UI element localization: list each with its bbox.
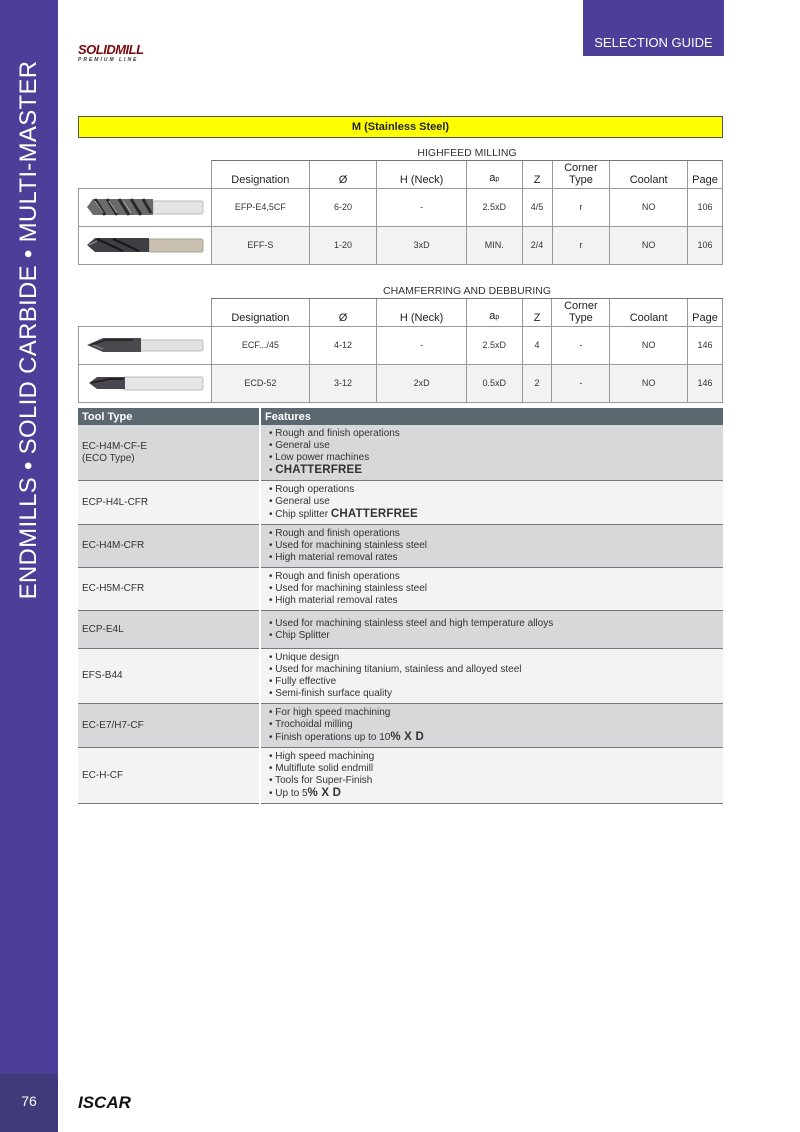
col-corner-line1: Corner (564, 161, 598, 174)
z-cell: 4/5 (522, 188, 552, 226)
feature-item: • Low power machines (269, 452, 370, 463)
feature-item: • Rough operations (269, 484, 355, 495)
col-z: Z (522, 160, 552, 188)
features-cell (260, 525, 723, 568)
feature-item: • Unique design (269, 652, 340, 663)
feature-item: • High speed machining (269, 751, 375, 762)
page-cell: 106 (688, 188, 723, 226)
col-designation: Designation (212, 160, 310, 188)
chamfer-title: CHAMFERRING AND DEBBURING (212, 284, 723, 298)
feature-row (78, 748, 723, 804)
col-page: Page (688, 298, 723, 326)
feature-row (78, 425, 723, 481)
feature-item: • Used for machining titanium, stainless and alloyed steel (269, 664, 522, 675)
col-corner-line2: Type (568, 311, 593, 324)
coolant-cell: NO (610, 188, 688, 226)
tool-image (79, 364, 212, 402)
tool-type-name: EC-E7/H7-CF (82, 719, 144, 731)
tool-type-cell (78, 649, 260, 704)
ap-cell: 2.5xD (466, 188, 522, 226)
ap-cell: 0.5xD (466, 364, 522, 402)
feature-item: • For high speed machining (269, 707, 391, 718)
feature-emphasis: CHATTERFREE (330, 508, 418, 520)
features-cell (260, 748, 723, 804)
feature-item: • Used for machining stainless steel (269, 540, 428, 551)
page-cell: 146 (688, 326, 723, 364)
feature-item: • Multiflute solid endmill (269, 763, 374, 774)
chamfering-table (78, 284, 723, 403)
col-designation: Designation (212, 298, 310, 326)
feature-item: • Finish operations up to 10% X D (269, 731, 424, 743)
col-diameter: Ø (309, 298, 377, 326)
feature-emphasis: CHATTERFREE (275, 464, 363, 476)
feature-row (78, 649, 723, 704)
highfeed-milling-table (78, 146, 723, 265)
diameter-cell: 6-20 (309, 188, 377, 226)
highfeed-title: HIGHFEED MILLING (212, 146, 723, 160)
feature-item: • High material removal rates (269, 595, 398, 606)
table-row (79, 326, 723, 364)
feature-item: • Chip splitter CHATTERFREE (269, 508, 418, 520)
features-cell (260, 481, 723, 525)
tool-image (79, 326, 212, 364)
col-diameter: Ø (309, 160, 377, 188)
feature-item: • Trochoidal milling (269, 719, 353, 730)
feature-item: • High material removal rates (269, 552, 398, 563)
material-bar: M (Stainless Steel) (78, 116, 723, 138)
tool-type-cell (78, 704, 260, 748)
feature-row (78, 525, 723, 568)
coolant-cell: NO (610, 364, 688, 402)
features-cell (260, 568, 723, 611)
features-cell (260, 649, 723, 704)
col-corner-type (552, 298, 610, 326)
tool-image (79, 226, 212, 264)
designation-cell: EFP-E4,5CF (212, 188, 310, 226)
feature-item: • Semi-finish surface quality (269, 688, 392, 699)
feature-item: • Chip Splitter (269, 629, 330, 641)
head-features: Features (260, 408, 723, 425)
tool-type-name: EC-H4M-CF-E (82, 440, 147, 452)
iscar-logo: ISCAR (78, 1093, 131, 1112)
selection-guide-label: SELECTION GUIDE (594, 35, 713, 50)
col-corner-type (552, 160, 610, 188)
designation-cell: ECD-52 (212, 364, 310, 402)
deburr-tool-icon (83, 369, 207, 397)
col-corner-line2: Type (568, 173, 593, 186)
col-ap-sub: p (495, 175, 500, 183)
designation-cell: ECF.../45 (212, 326, 310, 364)
head-tool-type: Tool Type (78, 408, 260, 425)
diameter-cell: 4-12 (309, 326, 377, 364)
feature-item: • Rough and finish operations (269, 571, 400, 582)
page-cell: 146 (688, 364, 723, 402)
table-row (79, 226, 723, 264)
col-ap: ap (466, 160, 522, 188)
feature-item: • CHATTERFREE (269, 464, 363, 476)
tool-type-cell (78, 611, 260, 649)
chamfer-tool-icon (83, 331, 207, 359)
features-cell (260, 425, 723, 481)
col-corner-line1: Corner (564, 299, 598, 312)
feature-item: • Used for machining stainless steel (269, 583, 428, 594)
page-number: 76 (21, 1093, 37, 1109)
tool-type-cell (78, 525, 260, 568)
feature-item: • Rough and finish operations (269, 428, 400, 439)
ap-cell: MIN. (466, 226, 522, 264)
endmill-icon (83, 193, 207, 221)
tool-type-cell (78, 568, 260, 611)
solidmill-logo (78, 42, 168, 64)
feature-emphasis: % X D (390, 731, 424, 743)
feature-item: • Tools for Super-Finish (269, 775, 373, 786)
col-ap: ap (466, 298, 522, 326)
feature-row (78, 704, 723, 748)
feature-row (78, 481, 723, 525)
z-cell: 4 (522, 326, 552, 364)
feature-item: • General use (269, 496, 330, 507)
highfeed-endmill-icon (83, 231, 207, 259)
table-row (79, 364, 723, 402)
sidebar-title: ENDMILLS • SOLID CARBIDE • MULTI-MASTER (15, 60, 42, 600)
tool-type-name: EC-H-CF (82, 769, 124, 781)
tool-type-cell (78, 748, 260, 804)
tool-image (79, 188, 212, 226)
col-z: Z (522, 298, 552, 326)
col-neck: H (Neck) (377, 160, 467, 188)
feature-item: • Up to 5% X D (269, 787, 342, 799)
features-cell (260, 611, 723, 649)
tool-type-name: EC-H4M-CFR (82, 540, 145, 551)
col-page: Page (688, 160, 723, 188)
col-coolant: Coolant (610, 160, 688, 188)
tool-type-name: EC-H5M-CFR (82, 583, 145, 594)
ap-cell: 2.5xD (466, 326, 522, 364)
col-coolant: Coolant (610, 298, 688, 326)
feature-item: • Used for machining stainless steel and high temperature alloys (269, 617, 554, 629)
tool-type-cell (78, 425, 260, 481)
logo-main-text: SOLIDMILL (78, 42, 144, 57)
feature-row (78, 611, 723, 649)
corner-cell: - (552, 364, 610, 402)
page-cell: 106 (688, 226, 723, 264)
selection-guide-tab (583, 0, 724, 56)
diameter-cell: 1-20 (309, 226, 377, 264)
feature-item: • Fully effective (269, 676, 337, 687)
logo-sub-text: PREMIUM LINE (78, 57, 139, 63)
designation-cell: EFF-S (212, 226, 310, 264)
neck-cell: - (377, 326, 467, 364)
diameter-cell: 3-12 (309, 364, 377, 402)
tool-type-name: (ECO Type) (82, 452, 135, 464)
coolant-cell: NO (610, 326, 688, 364)
tool-features-table (78, 408, 723, 804)
neck-cell: 3xD (377, 226, 467, 264)
feature-item: • Rough and finish operations (269, 528, 400, 539)
feature-item: • General use (269, 440, 330, 451)
col-neck: H (Neck) (377, 298, 467, 326)
tool-type-cell (78, 481, 260, 525)
neck-cell: - (377, 188, 467, 226)
tool-type-name: ECP-H4L-CFR (82, 496, 149, 508)
z-cell: 2/4 (522, 226, 552, 264)
z-cell: 2 (522, 364, 552, 402)
coolant-cell: NO (610, 226, 688, 264)
tool-type-name: ECP-E4L (82, 623, 124, 635)
table-row (79, 188, 723, 226)
tool-type-name: EFS-B44 (82, 670, 123, 681)
feature-row (78, 568, 723, 611)
corner-cell: r (552, 188, 610, 226)
col-ap-sub: p (495, 313, 500, 321)
corner-cell: r (552, 226, 610, 264)
features-cell (260, 704, 723, 748)
corner-cell: - (552, 326, 610, 364)
neck-cell: 2xD (377, 364, 467, 402)
feature-emphasis: % X D (307, 787, 342, 799)
